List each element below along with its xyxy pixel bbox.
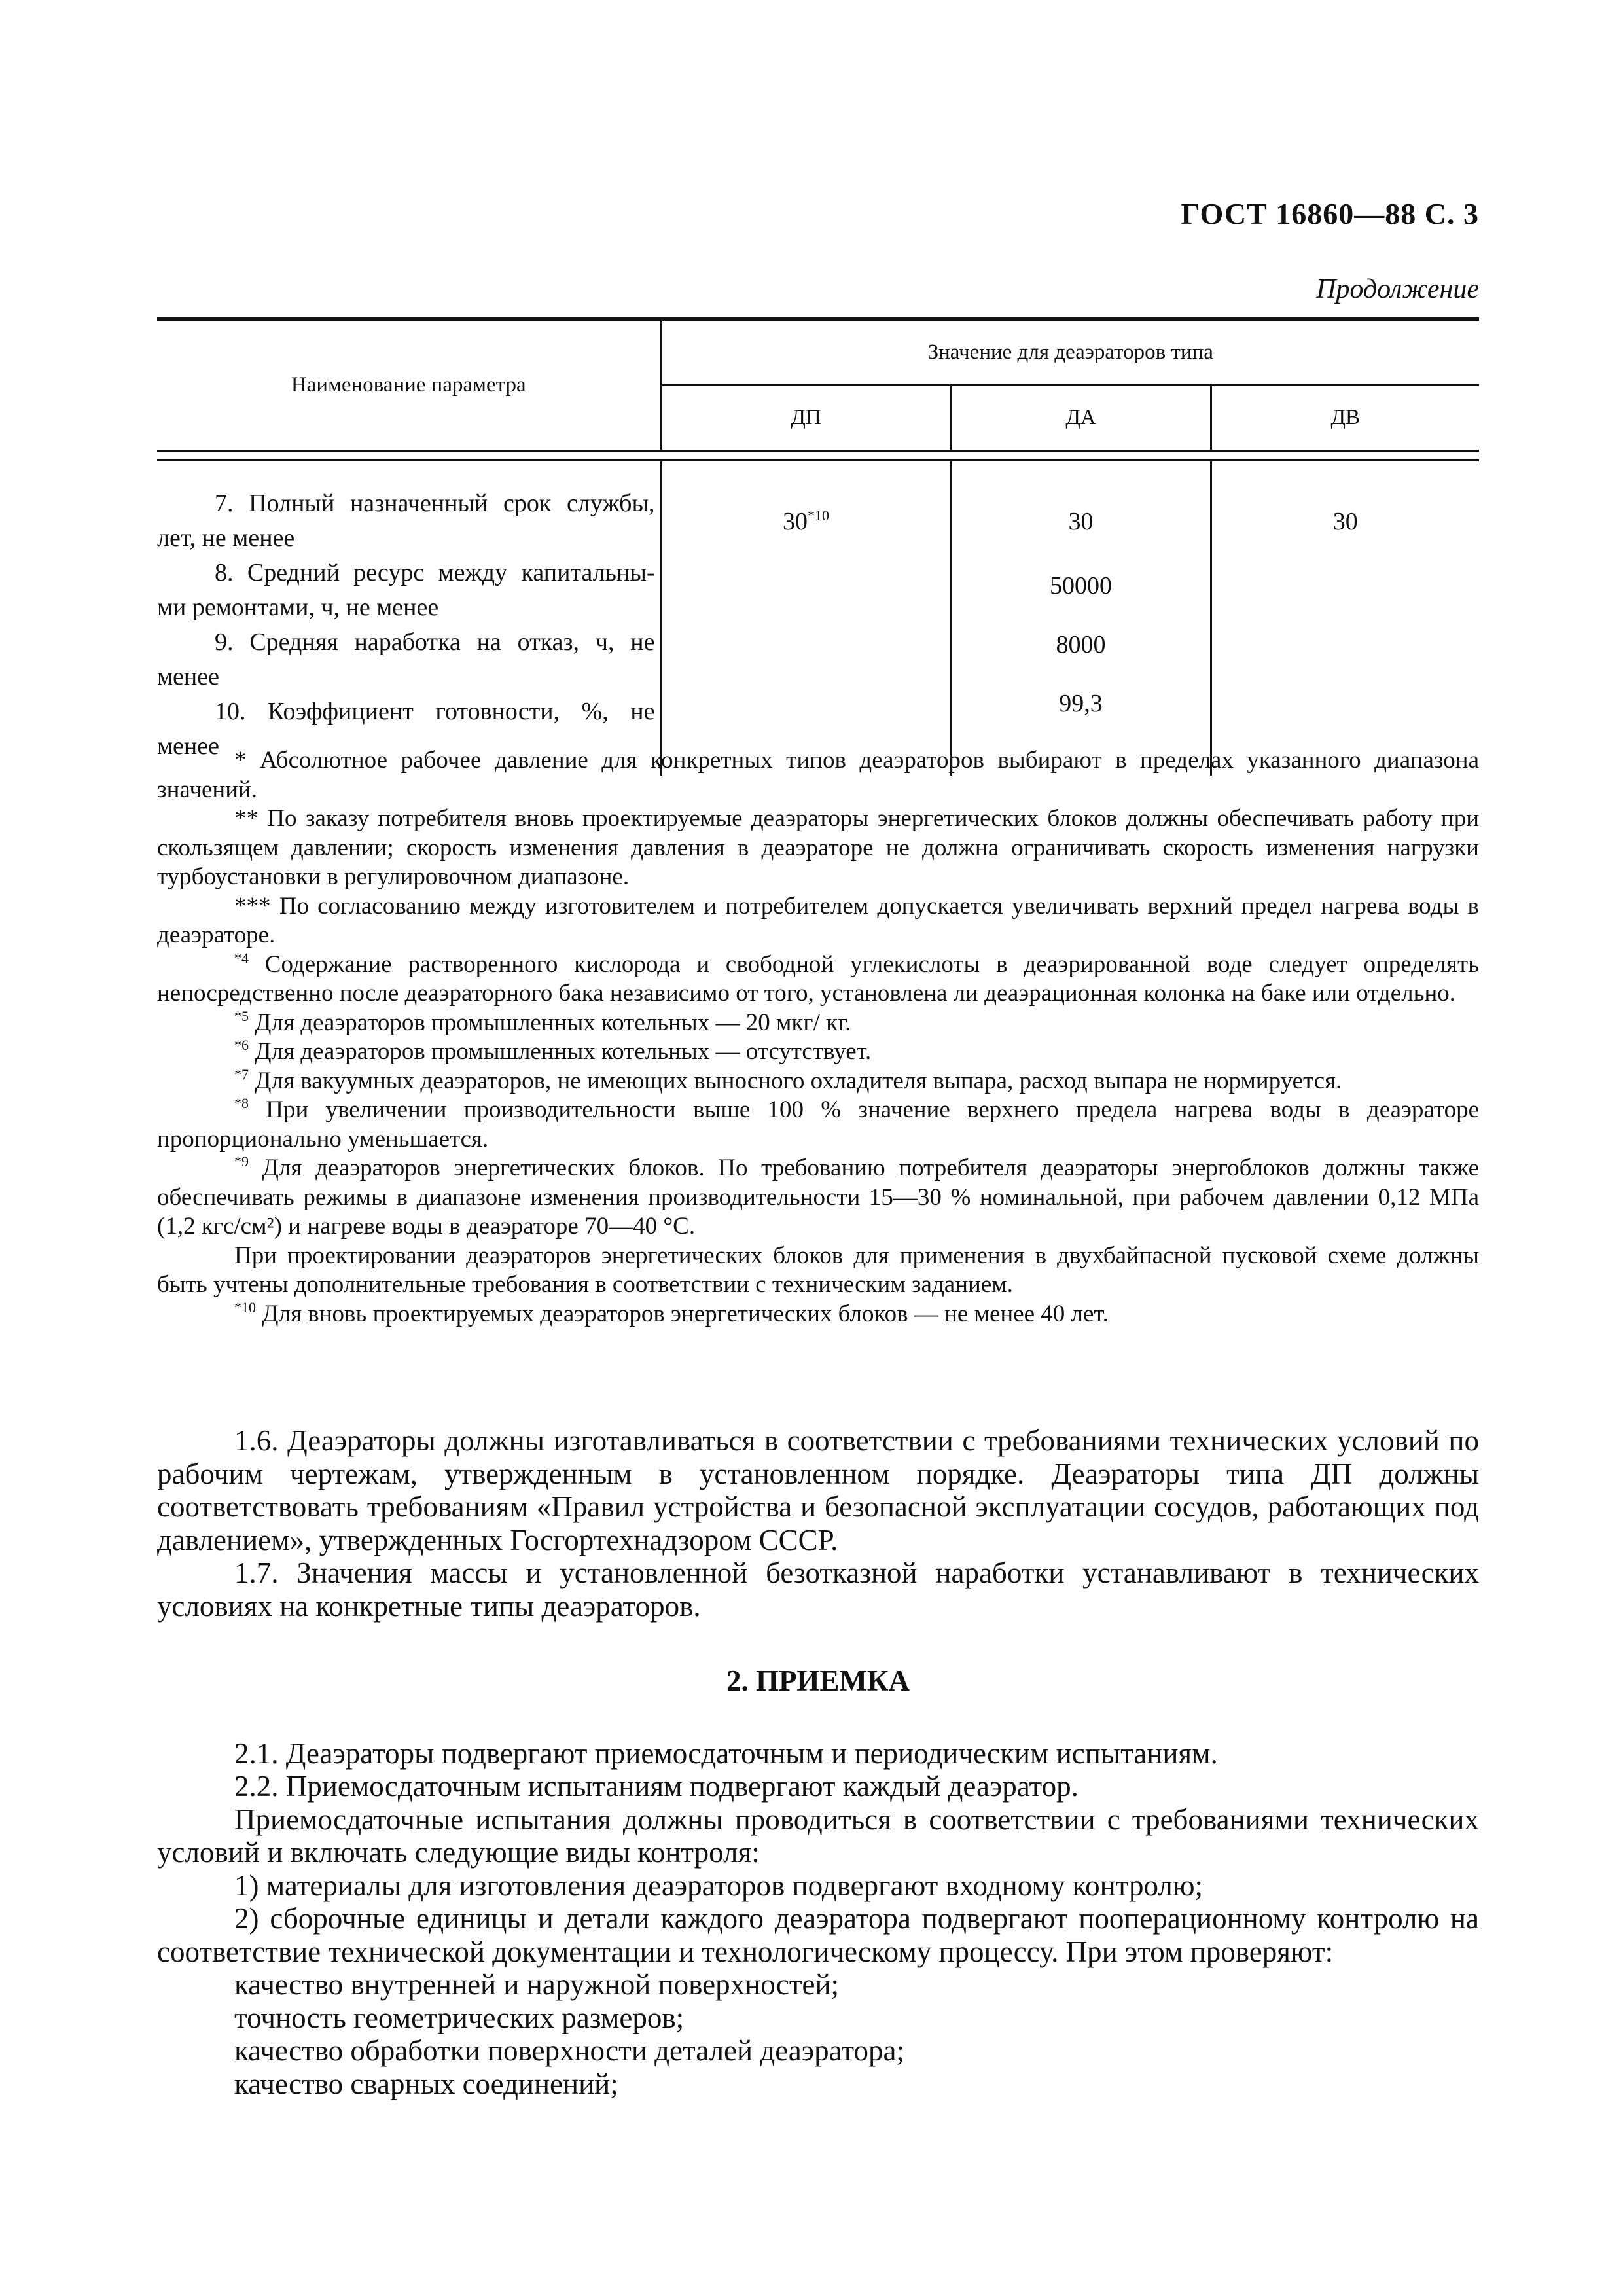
column-header-dv: ДВ [1330, 406, 1361, 429]
footnote: *** По согласованию между изготовителем и потребителем допускается увеличивать верхний предел нагрева воды в деаэраторе. [157, 892, 1479, 948]
footnote: $^{*10}$ Для вновь проектируемых деаэраторов энергетических блоков — не менее 40 лет. [234, 1299, 1109, 1327]
list-item: 1) материалы для изготовления деаэраторов подвергают входному контролю; [234, 1869, 1203, 1902]
paragraph-2-1: 2.1. Деаэраторы подвергают приемосдаточным и периодическим испытаниям. [234, 1736, 1218, 1770]
table-double-rule [157, 451, 1479, 461]
footnote: $^{*8}$ При увеличении производительности выше 100 % значение верхнего предела нагрева воды в деаэраторе пропорционально уменьшается. [157, 1095, 1479, 1153]
parameters-table [157, 317, 1479, 776]
paragraph-1-7: 1.7. Значения массы и установленной безотказной наработки устанавливают в технических условиях на конкретные типы деаэраторов. [157, 1556, 1479, 1623]
footnote: ** По заказу потребителя вновь проектируемые деаэраторы энергетических блоков должны обеспечивать работу при скользящем давлении; скорость изменения давления в деаэраторе не должна ограничивать скорость изменения нагрузки турбоустановки в регулировочном диапазоне. [157, 805, 1479, 890]
dv-values-cell [1211, 461, 1479, 776]
page-header: ГОСТ 16860—88 С. 3 [1181, 197, 1479, 230]
parameter-names-cell [157, 461, 661, 776]
column-header-group: Значение для деаэраторов типа [661, 319, 1479, 386]
column-header-da: ДА [951, 386, 1211, 451]
check-item: качество внутренней и наружной поверхностей; [234, 1968, 840, 2001]
body-text [157, 1424, 1479, 2100]
footnote: $^{*5}$ Для деаэраторов промышленных котельных — 20 мкг/ кг. [234, 1007, 851, 1036]
param-name-cont: менее [157, 732, 219, 760]
paragraph-1-6: 1.6. Деаэраторы должны изготавливаться в соответствии с требованиями технических условий по рабочим чертежам, утвержденным в установленном порядке. Деаэраторы типа ДП должны соответствовать требованиям «Правил устройства и безопасной эксплуатации сосудов, работающих под давлением», утвержденных Госгортехнадзором СССР. [157, 1424, 1479, 1556]
footnote: $^{*9}$ Для деаэраторов энергетических блоков. По требованию потребителя деаэраторы энергоблоков должны также обеспечивать режимы в диапазоне изменения производительности 15—30 % номинальной, при рабочем давлении 0,12 МПа (1,2 кгс/см²) и нагреве воды в деаэраторе 70—40 °С. [157, 1153, 1479, 1240]
check-item: качество обработки поверхности деталей деаэратора; [234, 2034, 904, 2067]
param-name-cont: ми ремонтами, ч, не менее [157, 594, 439, 621]
continuation-label: Продолжение [1316, 274, 1479, 304]
table-footnotes [157, 746, 1479, 1329]
check-item: качество сварных соединений; [234, 2067, 618, 2100]
param-name: 10. Коэффициент готовности, %, не [215, 698, 655, 725]
table-row [157, 556, 655, 625]
param-name: 9. Средняя наработка на отказ, ч, не [215, 628, 655, 656]
paragraph-2-2-detail: Приемосдаточные испытания должны проводиться в соответствии с требованиями технических условий и включать следующие виды контроля: [157, 1803, 1479, 1869]
footnote: $^{*6}$ Для деаэраторов промышленных котельных — отсутствует. [234, 1037, 872, 1065]
footnote: $^{*4}$ Содержание растворенного кислорода и свободной углекислоты в деаэрированной воде следует определять непосредственно после деаэраторного бака независимо от того, установлена ли деаэрационная колонка на баке или отдельно. [157, 949, 1479, 1007]
paragraph-2-2: 2.2. Приемосдаточным испытаниям подвергают каждый деаэратор. [234, 1770, 1079, 1803]
table-row [157, 486, 655, 556]
check-item: точность геометрических размеров; [234, 2001, 685, 2034]
footnote: При проектировании деаэраторов энергетических блоков для применения в двухбайпасной пусковой схеме должны быть учтены дополнительные требования в соответствии с техническим заданием. [157, 1242, 1479, 1298]
value-da-row8: 50000 [1050, 572, 1112, 600]
param-name-cont: менее [157, 663, 219, 691]
param-name-cont: лет, не менее [157, 524, 295, 552]
column-header-dp: ДП [661, 386, 951, 451]
footnote: * Абсолютное рабочее давление для конкретных типов деаэраторов выбирают в пределах указанного диапазона значений. [157, 747, 1479, 803]
column-header-parameter: Наименование параметра [157, 319, 661, 451]
dp-values-cell [661, 461, 951, 776]
value-da-row9: 8000 [1056, 631, 1106, 658]
value-dp-row7: 30$^{*10}$ [783, 507, 829, 535]
value-dv-row7: 30 [1332, 508, 1358, 535]
da-values-cell [951, 461, 1211, 776]
list-item: 2) сборочные единицы и детали каждого деаэратора подвергают пооперационному контролю на соответствие технической документации и технологическому процессу. При этом проверяют: [157, 1902, 1479, 1968]
section-title: 2. ПРИЕМКА [726, 1664, 910, 1697]
value-da-row10: 99,3 [1059, 690, 1103, 717]
table-row [157, 625, 655, 694]
param-name: 7. Полный назначенный срок службы, [215, 490, 655, 517]
footnote: $^{*7}$ Для вакуумных деаэраторов, не имеющих выносного охладителя выпара, расход выпара не нормируется. [234, 1066, 1342, 1094]
param-name: 8. Средний ресурс между капитальны- [215, 559, 655, 586]
value-da-row7: 30 [1068, 508, 1094, 535]
